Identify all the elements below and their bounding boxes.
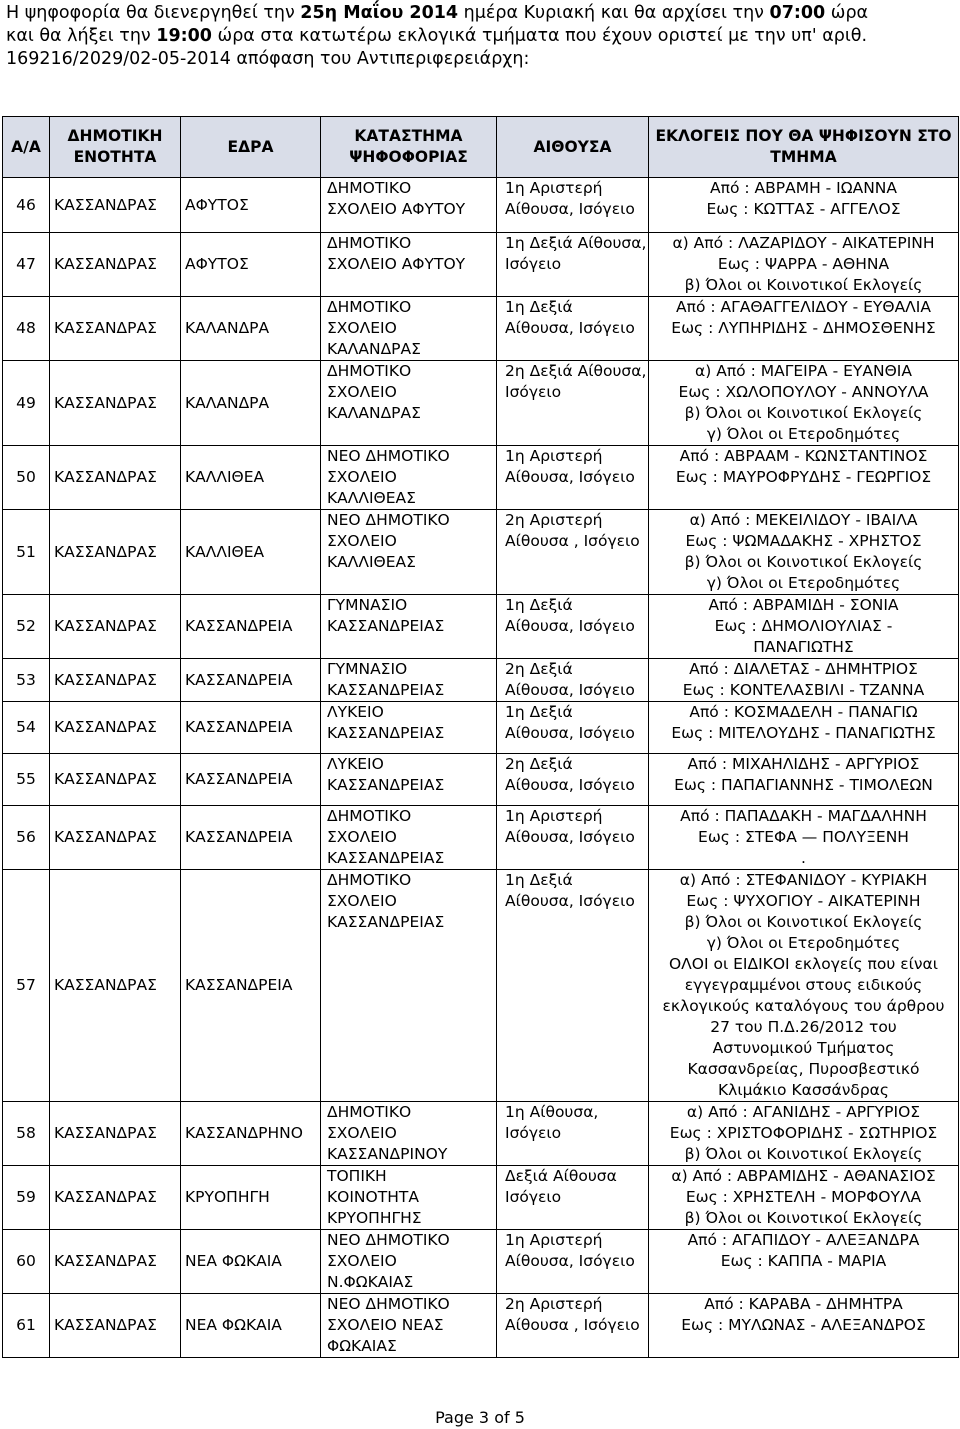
- table-row: [3, 361, 959, 446]
- polling-station-line: ΚΡΥΟΠΗΓΗΣ: [327, 1209, 422, 1227]
- polling-station-line: ΚΑΛΛΙΘΕΑΣ: [327, 553, 416, 571]
- room: [497, 754, 649, 806]
- electors-line: Εως : ΚΩΤΤΑΣ - ΑΓΓΕΛΟΣ: [706, 200, 901, 218]
- room-line: Αίθουσα, Ισόγειο: [505, 617, 635, 635]
- room-line: 2η Αριστερή: [505, 1295, 603, 1313]
- table-row: [3, 1102, 959, 1166]
- polling-station-line: ΔΗΜΟΤΙΚΟ: [327, 234, 412, 252]
- row-number: 60: [3, 1230, 50, 1294]
- electors: [649, 659, 959, 702]
- room: [497, 178, 649, 233]
- electors-line: .: [801, 849, 806, 867]
- municipal-unit: ΚΑΣΣΑΝΔΡΑΣ: [50, 754, 181, 806]
- row-number: 57: [3, 870, 50, 1102]
- room-line: Αίθουσα, Ισόγειο: [505, 724, 635, 742]
- page-footer: Page 3 of 5: [435, 1408, 525, 1427]
- polling-station: [321, 702, 497, 754]
- polling-station: [321, 446, 497, 510]
- polling-station-line: ΚΑΣΣΑΝΔΡΕΙΑΣ: [327, 776, 445, 794]
- electors-line: εγγεγραμμένοι στους ειδικούς: [684, 976, 923, 994]
- electors-line: Εως : ΔΗΜΟΛΙΟΥΛΙΑΣ -: [714, 617, 893, 635]
- row-number: 53: [3, 659, 50, 702]
- electors-line: β) Όλοι οι Κοινοτικοί Εκλογείς: [684, 404, 923, 422]
- electors-line: α) Από : ΑΓΑΝΙΔΗΣ - ΑΡΓΥΡΙΟΣ: [686, 1103, 921, 1121]
- polling-station-line: ΣΧΟΛΕΙΟ ΑΦΥΤΟΥ: [327, 255, 466, 273]
- electors: [649, 1102, 959, 1166]
- polling-station: [321, 870, 497, 1102]
- polling-station-line: ΓΥΜΝΑΣΙΟ: [327, 660, 408, 678]
- polling-station-line: ΣΧΟΛΕΙΟ: [327, 828, 397, 846]
- table-row: [3, 595, 959, 659]
- room: [497, 510, 649, 595]
- seat: ΚΑΣΣΑΝΔΡΗΝΟ: [181, 1102, 321, 1166]
- room-line: 1η Δεξιά: [505, 298, 573, 316]
- electors-line: ΟΛΟΙ οι ΕΙΔΙΚΟΙ εκλογείς που είναι: [668, 955, 938, 973]
- polling-station: [321, 659, 497, 702]
- electors: [649, 233, 959, 297]
- row-number: 55: [3, 754, 50, 806]
- electors: [649, 702, 959, 754]
- electors-line: εκλογικούς καταλόγους του άρθρου: [662, 997, 945, 1015]
- municipal-unit: ΚΑΣΣΑΝΔΡΑΣ: [50, 1166, 181, 1230]
- room-line: 2η Δεξιά: [505, 660, 573, 678]
- electors-line: 27 του Π.Δ.26/2012 του: [710, 1018, 897, 1036]
- electors-line: Αστυνομικού Τμήματος: [712, 1039, 895, 1057]
- room-line: Αίθουσα, Ισόγειο: [505, 1252, 635, 1270]
- polling-station-line: ΚΑΛΑΝΔΡΑΣ: [327, 404, 421, 422]
- table-row: [3, 806, 959, 870]
- polling-station-line: ΚΑΛΑΝΔΡΑΣ: [327, 340, 421, 358]
- municipal-unit: ΚΑΣΣΑΝΔΡΑΣ: [50, 178, 181, 233]
- polling-station: [321, 1230, 497, 1294]
- electors: [649, 870, 959, 1102]
- polling-station: [321, 1166, 497, 1230]
- electors-line: Από : ΑΓΑΘΑΓΓΕΛΙΔΟΥ - ΕΥΘΑΛΙΑ: [676, 298, 931, 316]
- table-row: [3, 659, 959, 702]
- municipal-unit: ΚΑΣΣΑΝΔΡΑΣ: [50, 297, 181, 361]
- table-row: [3, 297, 959, 361]
- electors-line: α) Από : ΜΑΓΕΙΡΑ - ΕΥΑΝΘΙΑ: [695, 362, 912, 380]
- table-row: [3, 1166, 959, 1230]
- room-line: Αίθουσα , Ισόγειο: [505, 1316, 640, 1334]
- electors-line: β) Όλοι οι Κοινοτικοί Εκλογείς: [684, 913, 923, 931]
- polling-station-line: ΛΥΚΕΙΟ: [327, 755, 384, 773]
- polling-station-line: ΣΧΟΛΕΙΟ: [327, 383, 397, 401]
- polling-station: [321, 595, 497, 659]
- room-line: 1η Δεξιά: [505, 596, 573, 614]
- room-line: Αίθουσα, Ισόγειο: [505, 468, 635, 486]
- room-line: Αίθουσα, Ισόγειο: [505, 776, 635, 794]
- room-line: Ισόγειο: [505, 383, 562, 401]
- room-line: Αίθουσα, Ισόγειο: [505, 892, 635, 910]
- electors: [649, 1294, 959, 1358]
- polling-station-line: ΔΗΜΟΤΙΚΟ: [327, 871, 412, 889]
- seat: ΚΑΣΣΑΝΔΡΕΙΑ: [181, 806, 321, 870]
- electors-line: Από : ΚΟΣΜΑΔΕΛΗ - ΠΑΝΑΓΙΩ: [689, 703, 918, 721]
- seat: ΚΑΛΑΝΔΡΑ: [181, 297, 321, 361]
- electors-line: Εως : ΧΡΗΣΤΕΛΗ - ΜΟΡΦΟΥΛΑ: [685, 1188, 922, 1206]
- table-header-row: [3, 117, 959, 178]
- row-number: 47: [3, 233, 50, 297]
- row-number: 48: [3, 297, 50, 361]
- electors-line: Από : ΑΒΡΑΑΜ - ΚΩΝΣΤΑΝΤΙΝΟΣ: [679, 447, 928, 465]
- polling-station-line: ΚΑΣΣΑΝΔΡΕΙΑΣ: [327, 849, 445, 867]
- municipal-unit: ΚΑΣΣΑΝΔΡΑΣ: [50, 659, 181, 702]
- seat: ΚΑΣΣΑΝΔΡΕΙΑ: [181, 870, 321, 1102]
- row-number: 59: [3, 1166, 50, 1230]
- row-number: 58: [3, 1102, 50, 1166]
- table-body: [3, 178, 959, 1358]
- table-row: [3, 178, 959, 233]
- polling-station-line: ΚΑΣΣΑΝΔΡΕΙΑΣ: [327, 681, 445, 699]
- polling-station: [321, 297, 497, 361]
- polling-station-line: ΣΧΟΛΕΙΟ: [327, 1124, 397, 1142]
- row-number: 49: [3, 361, 50, 446]
- electors-line: Από : ΑΓΑΠΙΔΟΥ - ΑΛΕΞΑΝΔΡΑ: [687, 1231, 920, 1249]
- room: [497, 806, 649, 870]
- electors-line: Εως : ΧΡΙΣΤΟΦΟΡΙΔΗΣ - ΣΩΤΗΡΙΟΣ: [669, 1124, 938, 1142]
- polling-station-line: ΔΗΜΟΤΙΚΟ: [327, 362, 412, 380]
- polling-station-line: ΤΟΠΙΚΗ: [327, 1167, 387, 1185]
- room-line: Ισόγειο: [505, 1124, 562, 1142]
- room-line: Ισόγειο: [505, 255, 562, 273]
- polling-station-line: ΔΗΜΟΤΙΚΟ: [327, 298, 412, 316]
- municipal-unit: ΚΑΣΣΑΝΔΡΑΣ: [50, 361, 181, 446]
- room: [497, 1230, 649, 1294]
- electors-line: Εως : ΠΑΠΑΓΙΑΝΝΗΣ - ΤΙΜΟΛΕΩΝ: [674, 776, 933, 794]
- electors-line: γ) Όλοι οι Ετεροδημότες: [706, 574, 901, 592]
- polling-station-line: ΝΕΟ ΔΗΜΟΤΙΚΟ: [327, 1231, 450, 1249]
- polling-station: [321, 178, 497, 233]
- room-line: 1η Αριστερή: [505, 807, 603, 825]
- polling-station-line: ΝΕΟ ΔΗΜΟΤΙΚΟ: [327, 511, 450, 529]
- room-line: Αίθουσα, Ισόγειο: [505, 319, 635, 337]
- polling-station-line: ΚΑΣΣΑΝΔΡΕΙΑΣ: [327, 617, 445, 635]
- electors: [649, 446, 959, 510]
- row-number: 56: [3, 806, 50, 870]
- polling-station: [321, 754, 497, 806]
- header-unit: ΔΗΜΟΤΙΚΗ ΕΝΟΤΗΤΑ: [50, 117, 181, 178]
- room: [497, 446, 649, 510]
- electors-line: Εως : ΜΙΤΕΛΟΥΔΗΣ - ΠΑΝΑΓΙΩΤΗΣ: [671, 724, 936, 742]
- table-row: [3, 446, 959, 510]
- polling-station-line: ΚΑΣΣΑΝΔΡΙΝΟΥ: [327, 1145, 448, 1163]
- electors-line: Κλιμάκιο Κασσάνδρας: [718, 1081, 889, 1099]
- polling-station-line: ΦΩΚΑΙΑΣ: [327, 1337, 397, 1355]
- electors: [649, 754, 959, 806]
- room-line: Αίθουσα, Ισόγειο: [505, 200, 635, 218]
- polling-station: [321, 806, 497, 870]
- table-row: [3, 702, 959, 754]
- intro-line-2: και θα λήξει την 19:00 ώρα στα κατωτέρω εκλογικά τμήματα που έχουν οριστεί με την υπ' αριθ.: [6, 26, 868, 46]
- header-electors: ΕΚΛΟΓΕΙΣ ΠΟΥ ΘΑ ΨΗΦΙΣΟΥΝ ΣΤΟ ΤΜΗΜΑ: [649, 117, 959, 178]
- electors-line: β) Όλοι οι Κοινοτικοί Εκλογείς: [684, 276, 923, 294]
- electors-line: Εως : ΚΟΝΤΕΛΑΣΒΙΛΙ - ΤΖΑΝΝΑ: [682, 681, 925, 699]
- electors-line: Από : ΜΙΧΑΗΛΙΔΗΣ - ΑΡΓΥΡΙΟΣ: [687, 755, 920, 773]
- room: [497, 297, 649, 361]
- electors-line: Εως : ΧΩΛΟΠΟΥΛΟΥ - ΑΝΝΟΥΛΑ: [678, 383, 929, 401]
- electors: [649, 1166, 959, 1230]
- seat: ΝΕΑ ΦΩΚΑΙΑ: [181, 1230, 321, 1294]
- room-line: Δεξιά Αίθουσα: [505, 1167, 617, 1185]
- electors-line: β) Όλοι οι Κοινοτικοί Εκλογείς: [684, 1209, 923, 1227]
- municipal-unit: ΚΑΣΣΑΝΔΡΑΣ: [50, 1102, 181, 1166]
- room-line: 2η Δεξιά Αίθουσα,: [505, 362, 647, 380]
- polling-station-line: ΣΧΟΛΕΙΟ: [327, 1252, 397, 1270]
- electors-line: Εως : ΛΥΠΗΡΙΔΗΣ - ΔΗΜΟΣΘΕΝΗΣ: [671, 319, 936, 337]
- seat: ΝΕΑ ΦΩΚΑΙΑ: [181, 1294, 321, 1358]
- electors-line: Εως : ΜΑΥΡΟΦΡΥΔΗΣ - ΓΕΩΡΓΙΟΣ: [675, 468, 932, 486]
- electors-line: α) Από : ΜΕΚΕΙΛΙΔΟΥ - ΙΒΑΙΛΑ: [689, 511, 918, 529]
- electors: [649, 1230, 959, 1294]
- polling-station-line: ΣΧΟΛΕΙΟ ΝΕΑΣ: [327, 1316, 444, 1334]
- seat: ΚΑΛΑΝΔΡΑ: [181, 361, 321, 446]
- electors-line: Από : ΔΙΑΛΕΤΑΣ - ΔΗΜΗΤΡΙΟΣ: [689, 660, 918, 678]
- room-line: 1η Δεξιά: [505, 703, 573, 721]
- polling-station-line: ΓΥΜΝΑΣΙΟ: [327, 596, 408, 614]
- room: [497, 659, 649, 702]
- row-number: 51: [3, 510, 50, 595]
- table-row: [3, 754, 959, 806]
- municipal-unit: ΚΑΣΣΑΝΔΡΑΣ: [50, 806, 181, 870]
- polling-station-line: ΚΑΣΣΑΝΔΡΕΙΑΣ: [327, 913, 445, 931]
- header-seat: ΕΔΡΑ: [181, 117, 321, 178]
- room-line: 1η Αριστερή: [505, 1231, 603, 1249]
- electors-line: β) Όλοι οι Κοινοτικοί Εκλογείς: [684, 1145, 923, 1163]
- polling-station-line: ΝΕΟ ΔΗΜΟΤΙΚΟ: [327, 447, 450, 465]
- electors: [649, 178, 959, 233]
- table-row: [3, 1230, 959, 1294]
- room-line: 1η Δεξιά: [505, 871, 573, 889]
- electors-line: ΠΑΝΑΓΙΩΤΗΣ: [753, 638, 854, 656]
- polling-station: [321, 1294, 497, 1358]
- electors-line: Εως : ΨΑΡΡΑ - ΑΘΗΝΑ: [717, 255, 890, 273]
- electors-line: Κασσανδρείας, Πυροσβεστικό: [687, 1060, 920, 1078]
- polling-station-line: ΛΥΚΕΙΟ: [327, 703, 384, 721]
- seat: ΚΑΛΛΙΘΕΑ: [181, 446, 321, 510]
- polling-station-line: ΔΗΜΟΤΙΚΟ: [327, 807, 412, 825]
- room-line: 2η Δεξιά: [505, 755, 573, 773]
- row-number: 50: [3, 446, 50, 510]
- seat: ΚΑΣΣΑΝΔΡΕΙΑ: [181, 659, 321, 702]
- room-line: 1η Αριστερή: [505, 179, 603, 197]
- intro-line-3: 169216/2029/02-05-2014 απόφαση του Αντιπεριφερειάρχη:: [6, 49, 530, 69]
- electors-line: γ) Όλοι οι Ετεροδημότες: [706, 934, 901, 952]
- polling-station-line: ΣΧΟΛΕΙΟ: [327, 532, 397, 550]
- polling-station-line: Ν.ΦΩΚΑΙΑΣ: [327, 1273, 414, 1291]
- polling-station-line: ΣΧΟΛΕΙΟ: [327, 319, 397, 337]
- polling-station-line: ΚΑΛΛΙΘΕΑΣ: [327, 489, 416, 507]
- room: [497, 1294, 649, 1358]
- room-line: 2η Αριστερή: [505, 511, 603, 529]
- polling-station-line: ΚΟΙΝΟΤΗΤΑ: [327, 1188, 419, 1206]
- electors: [649, 297, 959, 361]
- municipal-unit: ΚΑΣΣΑΝΔΡΑΣ: [50, 1294, 181, 1358]
- seat: ΑΦΥΤΟΣ: [181, 178, 321, 233]
- electors: [649, 510, 959, 595]
- electors-line: Από : ΑΒΡΑΜΗ - ΙΩΑΝΝΑ: [710, 179, 897, 197]
- table-row: [3, 233, 959, 297]
- seat: ΚΑΣΣΑΝΔΡΕΙΑ: [181, 754, 321, 806]
- room-line: Ισόγειο: [505, 1188, 562, 1206]
- electors-line: Εως : ΜΥΛΩΝΑΣ - ΑΛΕΞΑΝΔΡΟΣ: [681, 1316, 926, 1334]
- electors-line: Εως : ΨΥΧΟΓΙΟΥ - ΑΙΚΑΤΕΡΙΝΗ: [686, 892, 921, 910]
- polling-station-line: ΔΗΜΟΤΙΚΟ: [327, 179, 412, 197]
- polling-station-line: ΔΗΜΟΤΙΚΟ: [327, 1103, 412, 1121]
- room: [497, 1102, 649, 1166]
- electors-line: Από : ΠΑΠΑΔΑΚΗ - ΜΑΓΔΑΛΗΝΗ: [680, 807, 927, 825]
- electors: [649, 806, 959, 870]
- header-room: ΑΙΘΟΥΣΑ: [497, 117, 649, 178]
- room-line: 1η Αριστερή: [505, 447, 603, 465]
- municipal-unit: ΚΑΣΣΑΝΔΡΑΣ: [50, 446, 181, 510]
- polling-station-line: ΝΕΟ ΔΗΜΟΤΙΚΟ: [327, 1295, 450, 1313]
- seat: ΚΑΣΣΑΝΔΡΕΙΑ: [181, 702, 321, 754]
- room: [497, 361, 649, 446]
- electors: [649, 361, 959, 446]
- electors-line: Εως : ΣΤΕΦΑ — ΠΟΛΥΞΕΝΗ: [698, 828, 909, 846]
- electors-line: Από : ΚΑΡΑΒΑ - ΔΗΜΗΤΡΑ: [704, 1295, 903, 1313]
- electors-line: α) Από : ΛΑΖΑΡΙΔΟΥ - ΑΙΚΑΤΕΡΙΝΗ: [672, 234, 935, 252]
- room: [497, 595, 649, 659]
- polling-station-line: ΣΧΟΛΕΙΟ: [327, 892, 397, 910]
- municipal-unit: ΚΑΣΣΑΝΔΡΑΣ: [50, 595, 181, 659]
- table-row: [3, 1294, 959, 1358]
- polling-station: [321, 361, 497, 446]
- header-aa: Α/Α: [3, 117, 50, 178]
- seat: ΚΡΥΟΠΗΓΗ: [181, 1166, 321, 1230]
- electors-line: γ) Όλοι οι Ετεροδημότες: [706, 425, 901, 443]
- municipal-unit: ΚΑΣΣΑΝΔΡΑΣ: [50, 1230, 181, 1294]
- room: [497, 702, 649, 754]
- seat: ΑΦΥΤΟΣ: [181, 233, 321, 297]
- room-line: 1η Αίθουσα,: [505, 1103, 599, 1121]
- polling-station-line: ΚΑΣΣΑΝΔΡΕΙΑΣ: [327, 724, 445, 742]
- polling-station: [321, 1102, 497, 1166]
- electors: [649, 595, 959, 659]
- electors-line: β) Όλοι οι Κοινοτικοί Εκλογείς: [684, 553, 923, 571]
- electors-line: Εως : ΨΩΜΑΔΑΚΗΣ - ΧΡΗΣΤΟΣ: [685, 532, 922, 550]
- room: [497, 233, 649, 297]
- polling-station: [321, 233, 497, 297]
- header-store: ΚΑΤΑΣΤΗΜΑ ΨΗΦΟΦΟΡΙΑΣ: [321, 117, 497, 178]
- municipal-unit: ΚΑΣΣΑΝΔΡΑΣ: [50, 510, 181, 595]
- municipal-unit: ΚΑΣΣΑΝΔΡΑΣ: [50, 870, 181, 1102]
- intro-paragraph: [6, 2, 956, 71]
- room-line: Αίθουσα, Ισόγειο: [505, 681, 635, 699]
- municipal-unit: ΚΑΣΣΑΝΔΡΑΣ: [50, 233, 181, 297]
- row-number: 61: [3, 1294, 50, 1358]
- polling-stations-table: [2, 116, 959, 1358]
- electors-line: α) Από : ΑΒΡΑΜΙΔΗΣ - ΑΘΑΝΑΣΙΟΣ: [671, 1167, 936, 1185]
- room-line: Αίθουσα , Ισόγειο: [505, 532, 640, 550]
- polling-station-line: ΣΧΟΛΕΙΟ: [327, 468, 397, 486]
- polling-station-line: ΣΧΟΛΕΙΟ ΑΦΥΤΟΥ: [327, 200, 466, 218]
- electors-line: Εως : ΚΑΠΠΑ - ΜΑΡΙΑ: [720, 1252, 887, 1270]
- municipal-unit: ΚΑΣΣΑΝΔΡΑΣ: [50, 702, 181, 754]
- seat: ΚΑΣΣΑΝΔΡΕΙΑ: [181, 595, 321, 659]
- room: [497, 870, 649, 1102]
- electors-line: α) Από : ΣΤΕΦΑΝΙΔΟΥ - ΚΥΡΙΑΚΗ: [679, 871, 928, 889]
- table-row: [3, 870, 959, 1102]
- intro-line-1: Η ψηφοφορία θα διενεργηθεί την 25η Μαΐου 2014 ημέρα Κυριακή και θα αρχίσει την 07:00 ώρα: [6, 3, 869, 23]
- room: [497, 1166, 649, 1230]
- row-number: 52: [3, 595, 50, 659]
- room-line: Αίθουσα, Ισόγειο: [505, 828, 635, 846]
- row-number: 46: [3, 178, 50, 233]
- row-number: 54: [3, 702, 50, 754]
- polling-station: [321, 510, 497, 595]
- electors-line: Από : ΑΒΡΑΜΙΔΗ - ΣΟΝΙΑ: [708, 596, 899, 614]
- room-line: 1η Δεξιά Αίθουσα,: [505, 234, 647, 252]
- table-row: [3, 510, 959, 595]
- seat: ΚΑΛΛΙΘΕΑ: [181, 510, 321, 595]
